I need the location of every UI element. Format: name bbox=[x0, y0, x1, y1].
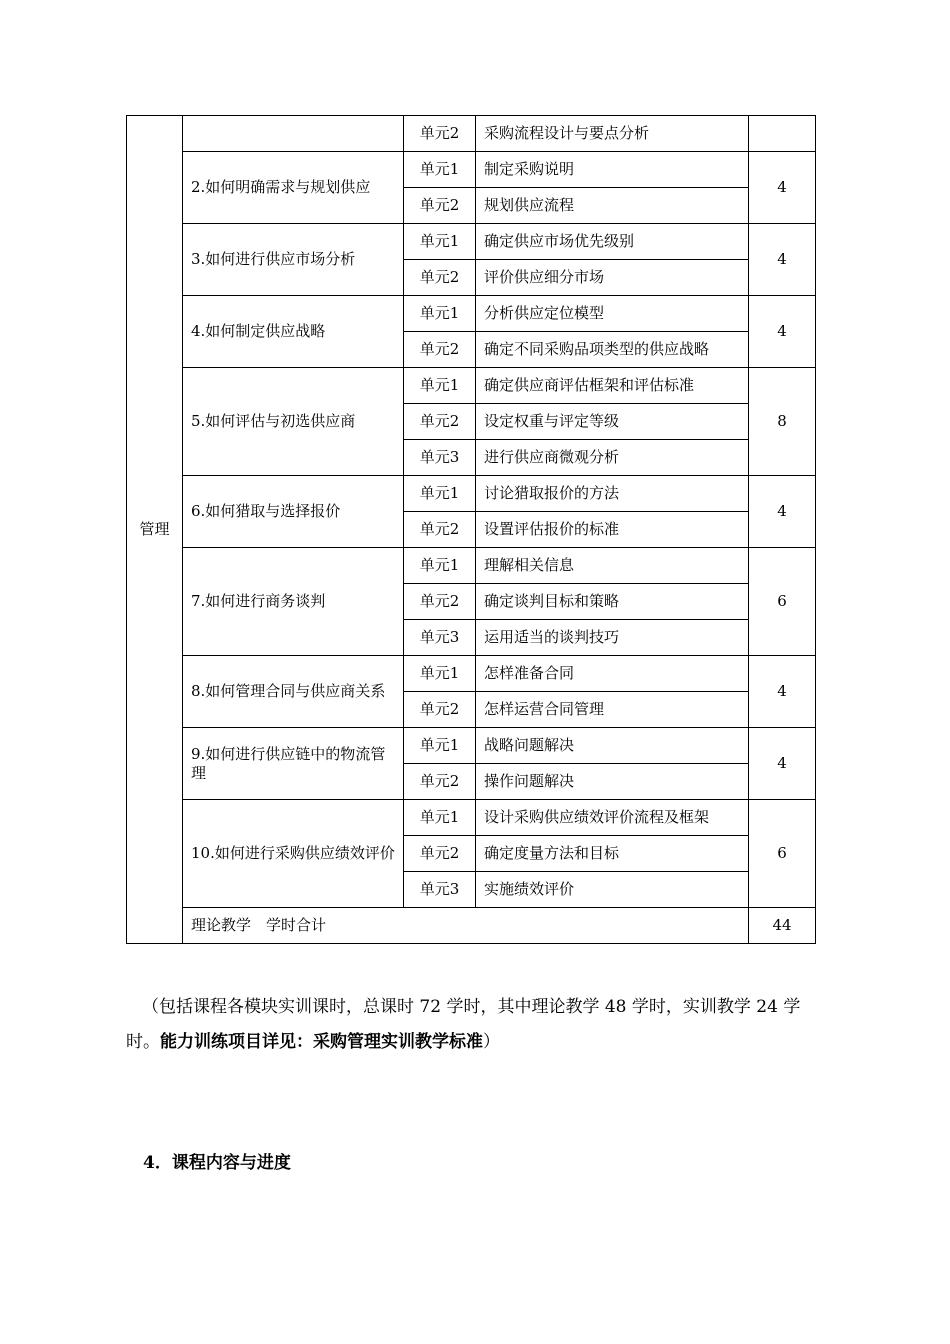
unit-cell: 单元1 bbox=[404, 548, 476, 584]
unit-cell: 单元1 bbox=[404, 800, 476, 836]
topic-cell: 4.如何制定供应战略 bbox=[183, 296, 404, 368]
unit-content-cell: 设定权重与评定等级 bbox=[476, 404, 749, 440]
unit-cell: 单元2 bbox=[404, 404, 476, 440]
unit-content-cell: 采购流程设计与要点分析 bbox=[476, 116, 749, 152]
unit-cell: 单元1 bbox=[404, 728, 476, 764]
unit-content-cell: 设计采购供应绩效评价流程及框架 bbox=[476, 800, 749, 836]
table-row bbox=[127, 296, 816, 332]
table-row bbox=[127, 800, 816, 836]
unit-cell: 单元3 bbox=[404, 440, 476, 476]
hours-cell: 4 bbox=[749, 224, 816, 296]
table-row bbox=[127, 476, 816, 512]
note-bold-reference: 能力训练项目详见：采购管理实训教学标准 bbox=[160, 1032, 483, 1052]
unit-content-cell: 讨论猎取报价的方法 bbox=[476, 476, 749, 512]
hours-cell: 6 bbox=[749, 548, 816, 656]
unit-content-cell: 操作问题解决 bbox=[476, 764, 749, 800]
topic-cell: 8.如何管理合同与供应商关系 bbox=[183, 656, 404, 728]
hours-cell: 8 bbox=[749, 368, 816, 476]
table-row bbox=[127, 728, 816, 764]
unit-cell: 单元2 bbox=[404, 332, 476, 368]
unit-cell: 单元2 bbox=[404, 836, 476, 872]
unit-content-cell: 分析供应定位模型 bbox=[476, 296, 749, 332]
unit-content-cell: 确定供应市场优先级别 bbox=[476, 224, 749, 260]
unit-cell: 单元1 bbox=[404, 476, 476, 512]
unit-cell: 单元2 bbox=[404, 512, 476, 548]
unit-cell: 单元1 bbox=[404, 152, 476, 188]
topic-cell bbox=[183, 116, 404, 152]
section-heading: 4．课程内容与进度 bbox=[143, 1153, 291, 1173]
table-row bbox=[127, 368, 816, 404]
topic-cell: 6.如何猎取与选择报价 bbox=[183, 476, 404, 548]
course-hours-note bbox=[126, 990, 826, 1060]
table-row bbox=[127, 224, 816, 260]
note-text: （包括课程各模块实训课时，总课时 72 学时，其中理论教学 48 学时，实训教学 24 学时。 bbox=[126, 997, 801, 1052]
topic-cell: 10.如何进行采购供应绩效评价 bbox=[183, 800, 404, 908]
unit-content-cell: 确定谈判目标和策略 bbox=[476, 584, 749, 620]
unit-content-cell: 规划供应流程 bbox=[476, 188, 749, 224]
unit-content-cell: 确定不同采购品项类型的供应战略 bbox=[476, 332, 749, 368]
unit-content-cell: 怎样运营合同管理 bbox=[476, 692, 749, 728]
unit-cell: 单元1 bbox=[404, 296, 476, 332]
topic-cell: 7.如何进行商务谈判 bbox=[183, 548, 404, 656]
topic-cell: 5.如何评估与初选供应商 bbox=[183, 368, 404, 476]
unit-content-cell: 理解相关信息 bbox=[476, 548, 749, 584]
total-label: 理论教学 学时合计 bbox=[183, 908, 749, 944]
hours-cell: 4 bbox=[749, 656, 816, 728]
unit-cell: 单元2 bbox=[404, 116, 476, 152]
table-row bbox=[127, 152, 816, 188]
unit-content-cell: 运用适当的谈判技巧 bbox=[476, 620, 749, 656]
topic-cell: 9.如何进行供应链中的物流管理 bbox=[183, 728, 404, 800]
unit-cell: 单元1 bbox=[404, 224, 476, 260]
table-row bbox=[127, 116, 816, 152]
unit-cell: 单元2 bbox=[404, 692, 476, 728]
total-row bbox=[127, 908, 816, 944]
unit-cell: 单元1 bbox=[404, 656, 476, 692]
unit-content-cell: 确定度量方法和目标 bbox=[476, 836, 749, 872]
unit-cell: 单元1 bbox=[404, 368, 476, 404]
unit-content-cell: 确定供应商评估框架和评估标准 bbox=[476, 368, 749, 404]
unit-content-cell: 制定采购说明 bbox=[476, 152, 749, 188]
course-hours-table bbox=[126, 115, 816, 944]
topic-cell: 2.如何明确需求与规划供应 bbox=[183, 152, 404, 224]
unit-content-cell: 实施绩效评价 bbox=[476, 872, 749, 908]
unit-cell: 单元3 bbox=[404, 620, 476, 656]
hours-cell: 4 bbox=[749, 152, 816, 224]
topic-cell: 3.如何进行供应市场分析 bbox=[183, 224, 404, 296]
unit-cell: 单元2 bbox=[404, 260, 476, 296]
note-end: ） bbox=[483, 1032, 500, 1052]
hours-cell: 4 bbox=[749, 728, 816, 800]
unit-cell: 单元2 bbox=[404, 188, 476, 224]
total-hours: 44 bbox=[749, 908, 816, 944]
hours-cell bbox=[749, 116, 816, 152]
unit-content-cell: 评价供应细分市场 bbox=[476, 260, 749, 296]
unit-content-cell: 战略问题解决 bbox=[476, 728, 749, 764]
hours-cell: 4 bbox=[749, 476, 816, 548]
unit-cell: 单元3 bbox=[404, 872, 476, 908]
table-row bbox=[127, 548, 816, 584]
hours-cell: 4 bbox=[749, 296, 816, 368]
unit-content-cell: 设置评估报价的标准 bbox=[476, 512, 749, 548]
unit-content-cell: 进行供应商微观分析 bbox=[476, 440, 749, 476]
unit-cell: 单元2 bbox=[404, 764, 476, 800]
unit-cell: 单元2 bbox=[404, 584, 476, 620]
unit-content-cell: 怎样准备合同 bbox=[476, 656, 749, 692]
hours-cell: 6 bbox=[749, 800, 816, 908]
table-row bbox=[127, 656, 816, 692]
category-cell: 管理 bbox=[127, 116, 183, 944]
